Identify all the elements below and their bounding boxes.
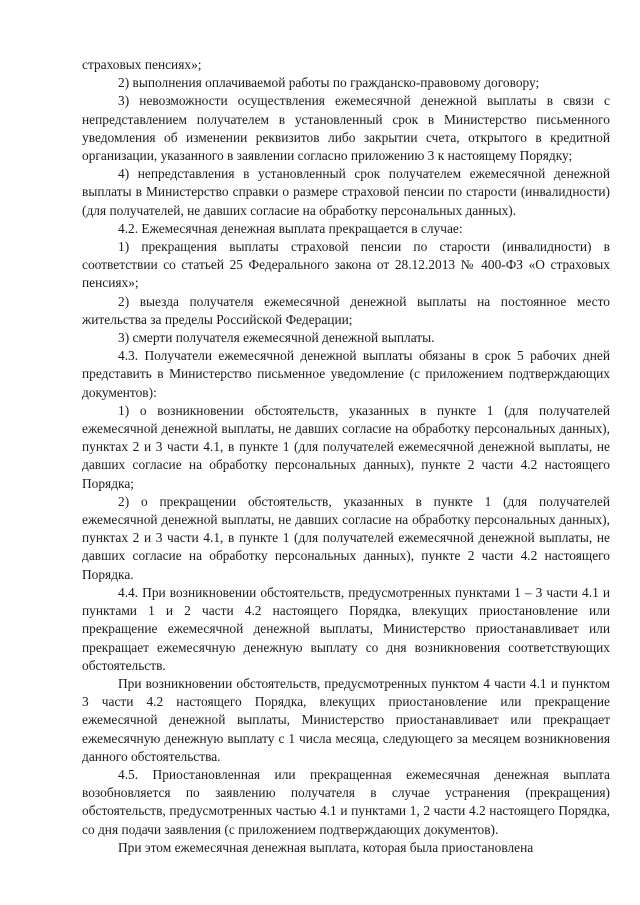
paragraph-4-3-item-1: 1) о возникновении обстоятельств, указанных в пункте 1 (для получателей ежемесячной денежной выплаты, не давших согласие на обработку персональных данных), пунктах 2 и 3 части 4.1, в пункте 1 (для получателей ежемесячной денежной выплаты, не давших согласие на обработку персональных данных), пункте 2 части 4.2 настоящего Порядка;	[82, 402, 610, 491]
paragraph-4-4-continued: При возникновении обстоятельств, предусмотренных пунктом 4 части 4.1 и пунктом 3 части 4.2 настоящего Порядка, влекущих приостановление или прекращение ежемесячной денежной выплаты, Министерство приостанавливает или прекращает ежемесячную денежную выплату с 1 числа месяца, следующего за месяцем возникновения данного обстоятельства.	[82, 675, 610, 764]
paragraph-continuation: страховых пенсиях»;	[82, 57, 202, 72]
paragraph-4-2-item-2: 2) выезда получателя ежемесячной денежной выплаты на постоянное место жительства за пределы Российской Федерации;	[82, 293, 610, 327]
paragraph-4-1-item-3: 3) невозможности осуществления ежемесячной денежной выплаты в связи с непредставлением получателем в установленный срок в Министерство письменного уведомления об изменении реквизитов либо закрытии счета, открытого в кредитной организации, указанного в заявлении согласно приложению 3 к настоящему Порядку;	[82, 93, 610, 164]
paragraph-4-4: 4.4. При возникновении обстоятельств, предусмотренных пунктами 1 – 3 части 4.1 и пунктами 1 и 2 части 4.2 настоящего Порядка, влекущих приостановление или прекращение ежемесячной денежной выплаты, Министерство приостанавливает или прекращает ежемесячную денежную выплату со дня возникновения соответствующих обстоятельств.	[82, 584, 610, 673]
paragraph-4-5-continued: При этом ежемесячная денежная выплата, которая была приостановлена	[118, 839, 534, 855]
paragraph-4-3-heading: 4.3. Получатели ежемесячной денежной выплаты обязаны в срок 5 рабочих дней представить в Министерство письменное уведомление (с приложением подтверждающих документов):	[82, 348, 610, 400]
paragraph-4-2-item-1: 1) прекращения выплаты страховой пенсии по старости (инвалидности) в соответствии со статьей 25 Федерального закона от 28.12.2013 № 400-ФЗ «О страховых пенсиях»;	[82, 239, 610, 291]
paragraph-4-1-item-2: 2) выполнения оплачиваемой работы по гражданско-правовому договору;	[118, 75, 540, 91]
paragraph-4-5: 4.5. Приостановленная или прекращенная ежемесячная денежная выплата возобновляется по заявлению получателя в случае устранения (прекращения) обстоятельств, предусмотренных частью 4.1 и пунктами 1, 2 части 4.2 настоящего Порядка, со дня подачи заявления (с приложением подтверждающих документов).	[82, 766, 610, 837]
paragraph-4-3-item-2: 2) о прекращении обстоятельств, указанных в пункте 1 (для получателей ежемесячной денежной выплаты, не давших согласие на обработку персональных данных), пунктах 2 и 3 части 4.1, в пункте 1 (для получателей ежемесячной денежной выплаты, не давших согласие на обработку персональных данных), пункте 2 части 4.2 настоящего Порядка.	[82, 493, 610, 582]
paragraph-4-1-item-4: 4) непредставления в установленный срок получателем ежемесячной денежной выплаты в Министерство справки о размере страховой пенсии по старости (инвалидности) (для получателей, не давших согласие на обработку персональных данных).	[82, 166, 610, 218]
paragraph-4-2-heading: 4.2. Ежемесячная денежная выплата прекращается в случае:	[118, 220, 463, 236]
paragraph-4-2-item-3: 3) смерти получателя ежемесячной денежной выплаты.	[118, 330, 435, 346]
